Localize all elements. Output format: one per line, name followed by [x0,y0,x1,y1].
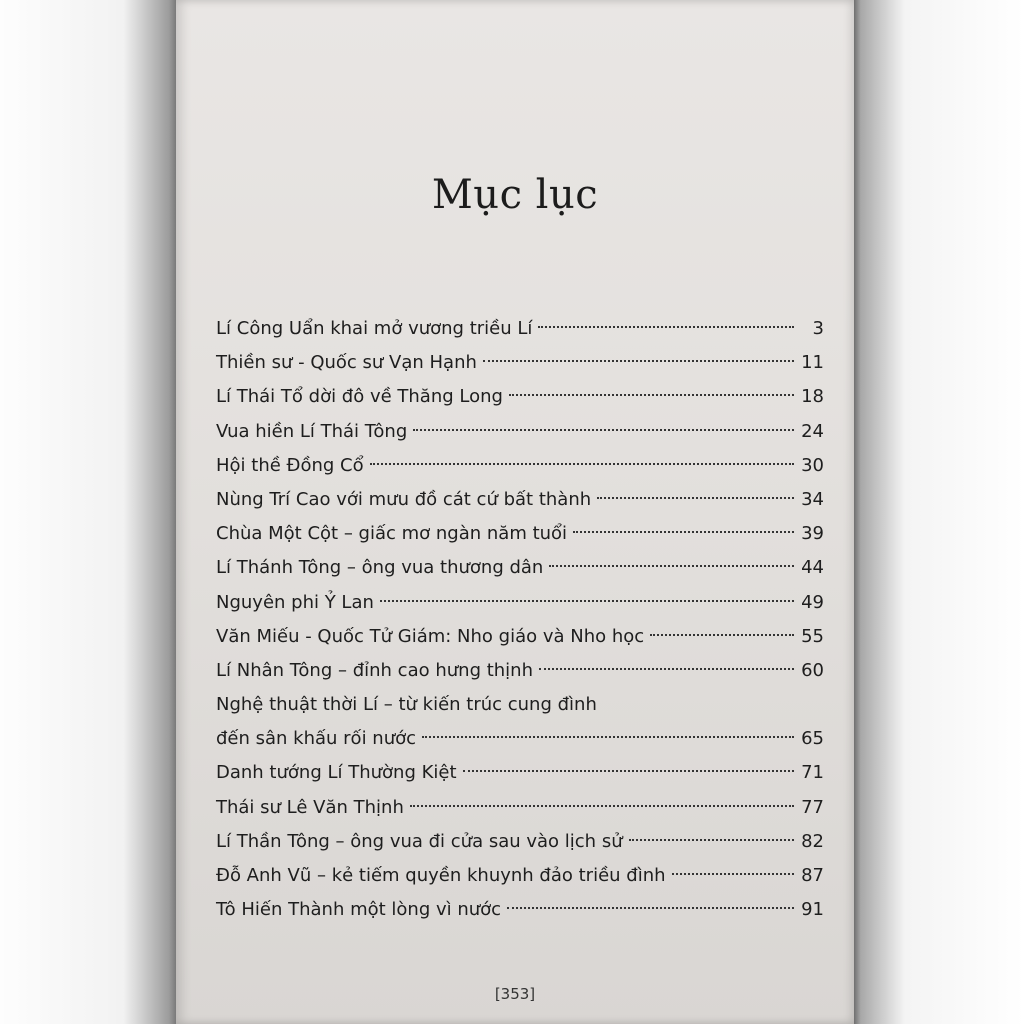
toc-entry [216,825,824,859]
toc-entry-title: Vua hiền Lí Thái Tông [216,420,408,442]
toc-entry [216,483,824,517]
dot-leader [573,513,794,533]
toc-entry [216,517,824,551]
toc-page-number: 55 [801,625,824,647]
toc-page-number: 34 [801,488,824,510]
book-page [176,0,854,1024]
dot-leader [463,752,794,772]
toc-entry [216,688,824,722]
toc-entry [216,449,824,483]
toc-page-number: 18 [801,386,824,408]
toc-entry-title: Tô Hiến Thành một lòng vì nước [216,899,502,921]
dot-leader [549,547,794,567]
toc-entry-title: Lí Công Uẩn khai mở vương triều Lí [216,318,533,339]
toc-entry-title: Nghệ thuật thời Lí – từ kiến trúc cung đình [216,694,597,716]
toc-page-number: 39 [801,523,824,545]
table-of-contents [216,312,824,927]
toc-entry-title: Lí Nhân Tông – đỉnh cao hưng thịnh [216,659,533,681]
dot-leader [672,855,794,875]
toc-page-number: 3 [812,318,824,339]
toc-entry-title: Nùng Trí Cao với mưu đồ cát cứ bất thành [216,488,592,510]
page-number-footer: [353] [494,985,536,1003]
toc-entry [216,586,824,620]
toc-entry [216,756,824,790]
toc-page-number: 44 [801,557,824,579]
toc-entry [216,791,824,825]
dot-leader [507,889,794,909]
book-edge-right [854,0,1024,1024]
toc-entry-title: Thiền sư - Quốc sư Vạn Hạnh [216,352,477,374]
toc-page-number: 49 [801,591,824,613]
dot-leader [509,376,794,396]
toc-page-number: 77 [801,796,824,818]
toc-page-number: 87 [801,865,824,886]
toc-entry [216,859,824,893]
toc-entry-title: Lí Thần Tông – ông vua đi cửa sau vào lịch sử [216,830,623,852]
dot-leader [650,616,794,636]
toc-entry [216,346,824,380]
toc-page-number: 24 [801,420,824,442]
toc-entry-title: Chùa Một Cột – giấc mơ ngàn năm tuổi [216,523,568,545]
toc-entry [216,312,824,346]
dot-leader [483,342,794,362]
toc-page-number: 60 [801,659,824,681]
toc-entry-title: Đỗ Anh Vũ – kẻ tiếm quyền khuynh đảo triều đình [216,865,666,886]
toc-entry-title: Thái sư Lê Văn Thịnh [216,796,404,818]
toc-entry [216,380,824,414]
toc-page-number: 30 [801,454,824,476]
toc-page-number: 11 [801,352,824,374]
toc-page-number: 91 [801,899,824,921]
dot-leader [410,787,794,807]
dot-leader [538,308,794,328]
toc-entry-title: Hội thề Đồng Cổ [216,454,364,476]
page-title: Mục lục [431,172,599,218]
toc-page-number: 65 [801,728,824,750]
toc-entry-title: Văn Miếu - Quốc Tử Giám: Nho giáo và Nho học [216,625,645,647]
book-edge-left [0,0,176,1024]
toc-entry [216,654,824,688]
dot-leader [629,821,794,841]
toc-page-number: 71 [801,762,824,784]
dot-leader [422,718,794,738]
toc-entry-title: Lí Thái Tổ dời đô về Thăng Long [216,386,503,408]
toc-entry [216,893,824,927]
dot-leader [539,650,794,670]
dot-leader [380,582,794,602]
toc-entry [216,620,824,654]
toc-entry-title: Nguyên phi Ỷ Lan [216,591,374,613]
dot-leader [370,445,794,465]
toc-entry-title: Lí Thánh Tông – ông vua thương dân [216,557,544,579]
toc-entry [216,722,824,756]
toc-entry-title: đến sân khấu rối nước [216,728,417,750]
dot-leader [597,479,794,499]
dot-leader [413,411,794,431]
toc-page-number: 82 [801,830,824,852]
toc-entry [216,551,824,585]
toc-entry-title: Danh tướng Lí Thường Kiệt [216,762,457,784]
toc-entry [216,415,824,449]
